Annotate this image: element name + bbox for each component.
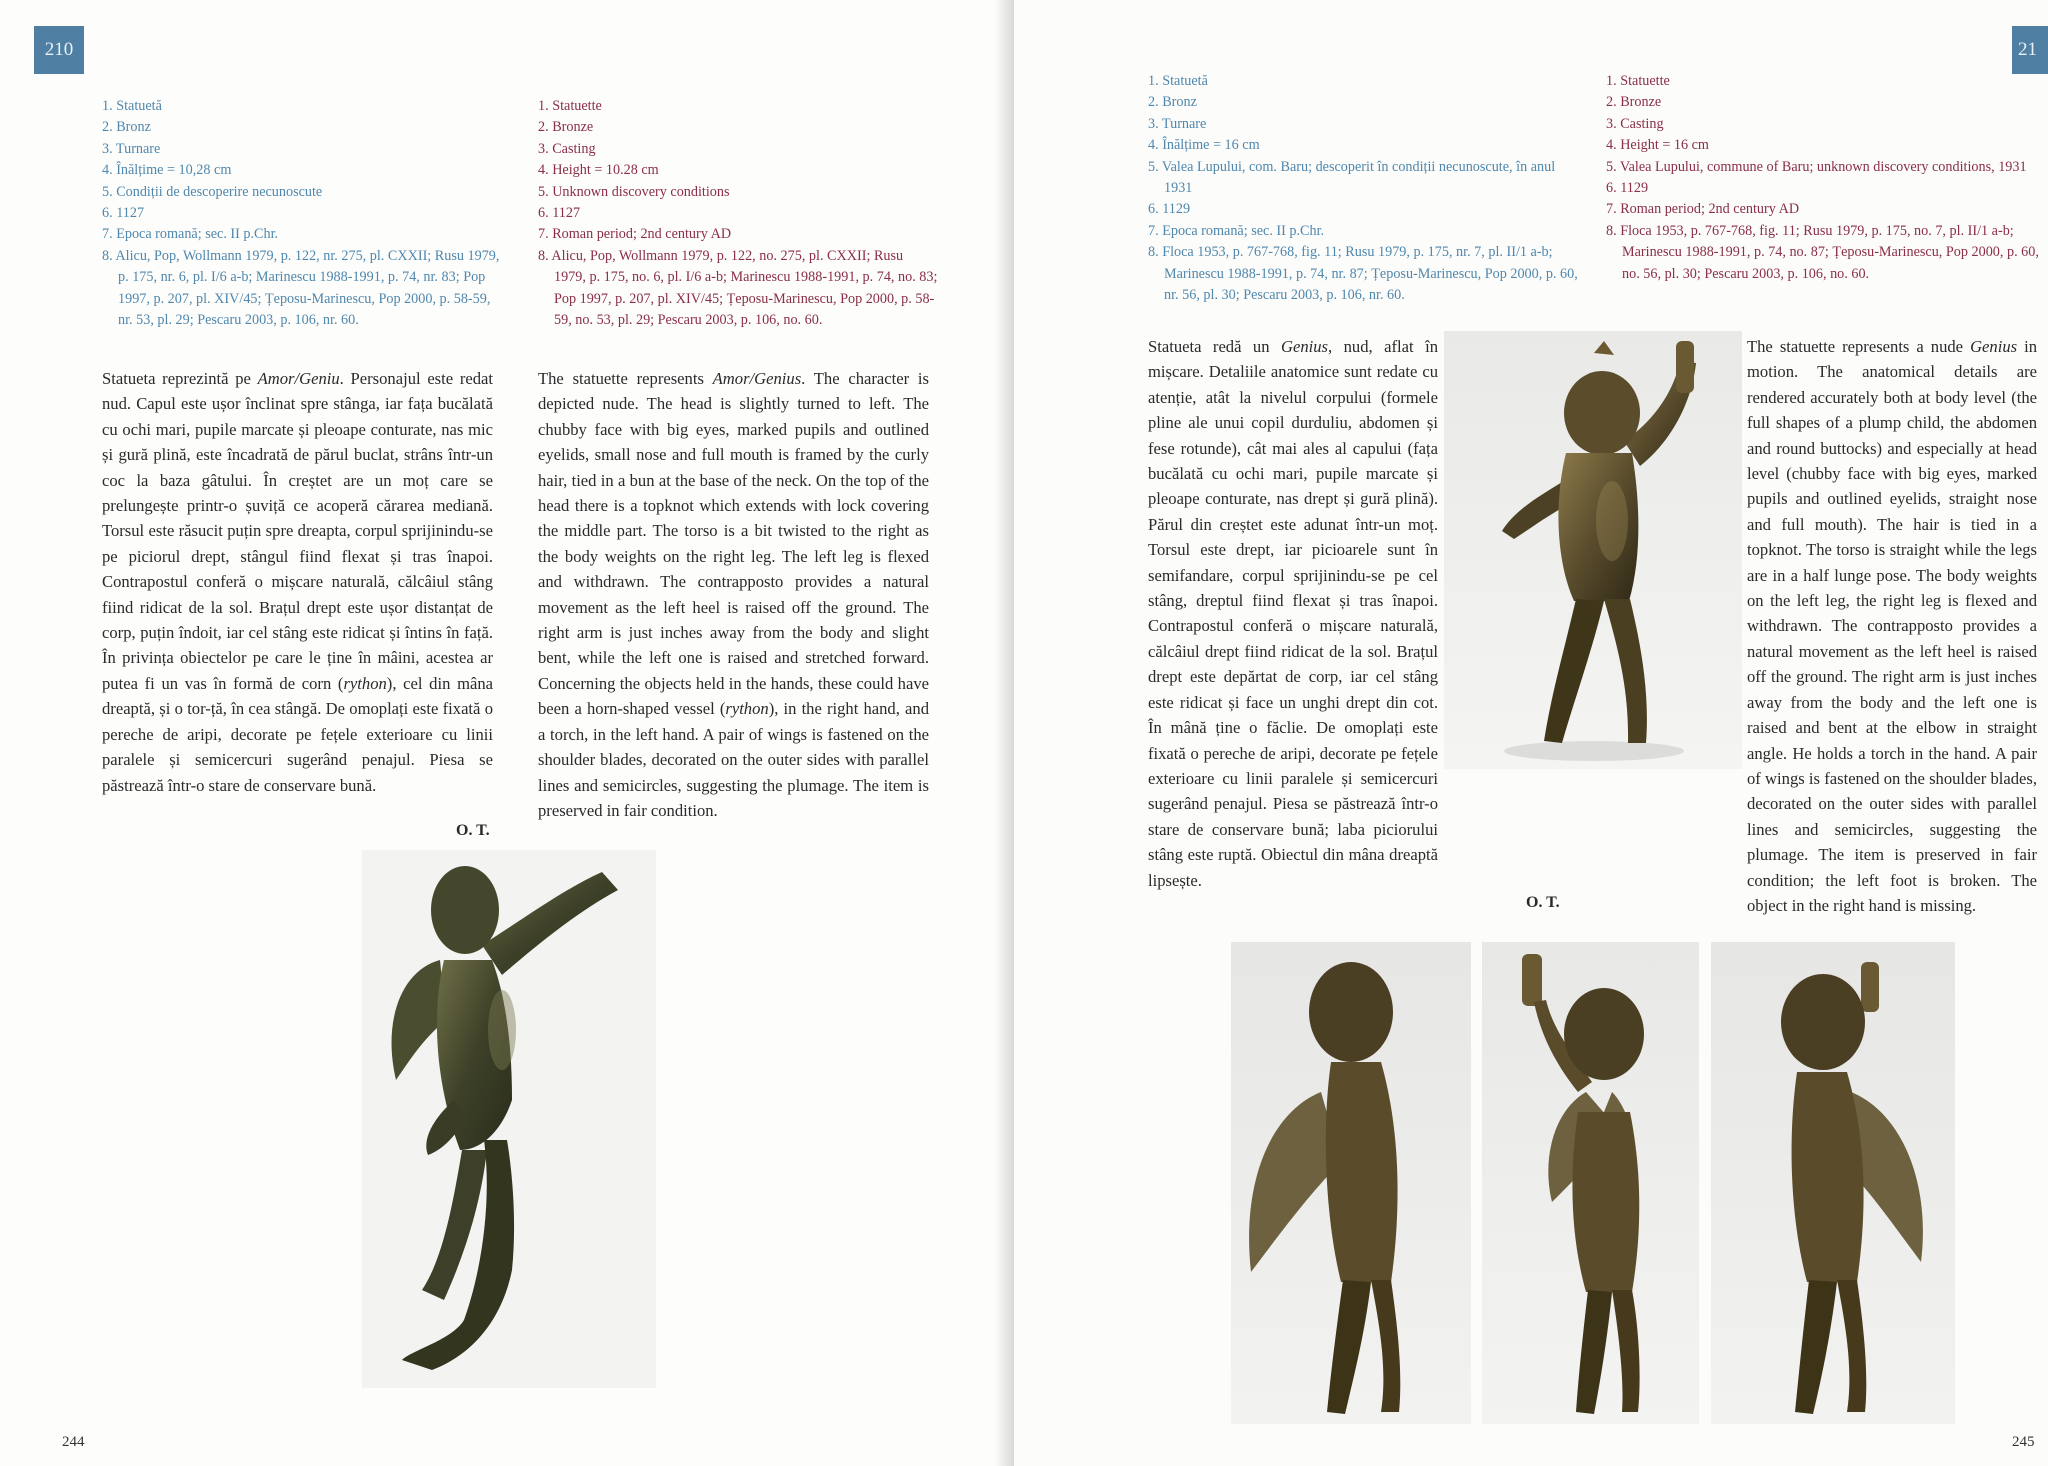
meta-item: 7. Roman period; 2nd century AD — [538, 226, 732, 243]
statuette-photo-1129-left-view — [1231, 942, 1471, 1424]
meta-item: 6. 1129 — [1606, 180, 1649, 197]
meta-item: 7. Epoca romană; sec. II p.Chr. — [1148, 222, 1325, 239]
meta-item: 6. 1127 — [538, 205, 581, 222]
meta-item: 4. Înălțime = 10,28 cm — [102, 162, 232, 179]
left-meta-en — [538, 96, 938, 331]
right-page — [1014, 0, 2048, 1466]
statuette-photo-1129-front — [1444, 331, 1742, 769]
meta-item: 8. Floca 1953, p. 767-768, fig. 11; Rusu 1979, p. 175, no. 7, pl. II/1 a-b; Marinescu 1988-1991, p. 74, no. 87; Țeposu-Marinescu, Pop 2000, p. 60, no. 56, pl. 30; Pescaru 2003, p. 106, no. 60. — [1606, 222, 2039, 282]
page-tab-right: 21 — [2012, 26, 2048, 74]
meta-item: 3. Turnare — [102, 140, 161, 157]
meta-item: 1. Statuetă — [1148, 73, 1208, 89]
meta-item: 2. Bronz — [102, 119, 151, 136]
meta-item: 1. Statuette — [1606, 73, 1670, 89]
meta-item: 6. 1129 — [1148, 201, 1191, 218]
meta-item: 3. Casting — [1606, 115, 1664, 132]
meta-item: 1. Statuette — [538, 98, 602, 114]
right-text-ro: Statueta redă un Genius, nud, aflat în mișcare. Detaliile anatomice sunt redate cu atenție, atât la nivelul corpului (formele pline ale unui copil durduliu, abdomen și fese rotunde), cât mai ales al capului (fața bucălată cu ochi mari, pupile marcate și pleoape conturate, nas drept și gură plină). Părul din creștet este adunat într-un moț. Torsul este drept, iar picioarele sunt în semifandare, corpul sprijinindu-se pe cel stâng, dreptul fiind flexat și tras înapoi. Contrapostul conferă o mișcare naturală, călcâiul drept fiind ridicat de la sol. Brațul drept este depărtat de corp, iar cel stâng este ridicat și face un unghi drept din cot. În mână ține o făclie. De omoplați este fixată o pereche de aripi, decorate pe fețele exterioare cu linii paralele și semicercuri sugerând penajul. Piesa se păstrează într-o stare de conservare bună; laba piciorului stâng este ruptă. Obiectul din mâna dreaptă lipsește. — [1148, 337, 1438, 890]
meta-item: 4. Înălțime = 16 cm — [1148, 137, 1260, 154]
right-meta-ro — [1148, 71, 1586, 306]
meta-item: 1. Statuetă — [102, 98, 162, 114]
author-signature: O. T. — [456, 822, 490, 839]
left-text-en: The statuette represents Amor/Genius. The character is depicted nude. The head is slightly turned to left. The chubby face with big eyes, marked pupils and outlined eyelids, small nose and full mouth is framed by the curly hair, tied in a bun at the base of the neck. On the top of the head there is a topknot which extends with lock covering the middle part. The torso is a bit twisted to the right as the body weights on the right leg. The left leg is flexed and withdrawn. The contrapposto provides a natural movement as the left heel is raised off the ground. The right arm is just inches away from the body and slight bent, while the left one is raised and stretched forward. Concerning the objects held in the hands, these could have been a horn-shaped vessel (rython), in the right hand, and a torch, in the left hand. A pair of wings is fastened on the shoulder blades, decorated on the outer sides with parallel lines and semicircles, suggesting the plumage. The item is preserved in fair condition. — [538, 369, 929, 820]
page-number-right: 245 — [2012, 1434, 2035, 1450]
meta-item: 3. Turnare — [1148, 115, 1207, 132]
left-page — [0, 0, 1014, 1466]
meta-item: 3. Casting — [538, 140, 596, 157]
meta-item: 7. Roman period; 2nd century AD — [1606, 201, 1800, 218]
meta-item: 5. Valea Lupului, commune of Baru; unknown discovery conditions, 1931 — [1606, 158, 2027, 175]
meta-item: 4. Height = 10.28 cm — [538, 162, 659, 179]
meta-item: 5. Unknown discovery conditions — [538, 183, 730, 200]
right-text-en: The statuette represents a nude Genius in motion. The anatomical details are rendered accurately both at body level (the full shapes of a plump child, the abdomen and round buttocks) and especially at head level (chubby face with big eyes, marked pupils and outlined eyelids, straight nose and full mouth). The hair is tied in a topknot. The torso is straight while the legs are in a half lunge pose. The body weights on the left leg, the right leg is flexed and withdrawn. The contrapposto provides a natural movement as the left heel is raised off the ground. The right arm is just inches away from the body and the left one is raised and bent at the elbow in straight angle. He holds a torch in the hand. A pair of wings is fastened on the shoulder blades, decorated on the outer sides with parallel lines and semicircles, suggesting the plumage. The item is preserved in fair condition; the left foot is broken. The object in the right hand is missing. — [1747, 337, 2038, 915]
statuette-photo-1127 — [362, 850, 656, 1388]
left-meta-ro — [102, 96, 502, 331]
author-signature: O. T. — [1526, 894, 1560, 911]
right-meta-en — [1606, 71, 2042, 285]
meta-item: 2. Bronze — [538, 119, 594, 136]
meta-item: 7. Epoca romană; sec. II p.Chr. — [102, 226, 279, 243]
meta-item: 8. Floca 1953, p. 767-768, fig. 11; Rusu 1979, p. 175, nr. 7, pl. II/1 a-b; Marinescu 1988-1991, p. 74, nr. 87; Țeposu-Marinescu, Pop 2000, p. 60, nr. 56, pl. 30; Pescaru 2003, p. 106, nr. 60. — [1148, 244, 1578, 304]
meta-item: 4. Height = 16 cm — [1606, 137, 1709, 154]
meta-item: 8. Alicu, Pop, Wollmann 1979, p. 122, no. 275, pl. CXXII; Rusu 1979, p. 175, no. 6, pl. I/6 a-b; Marinescu 1988-1991, p. 74, no. 83; Pop 1997, p. 207, pl. XIV/45; Țeposu-Marinescu, Pop 2000, p. 58-59, no. 53, pl. 29; Pescaru 2003, p. 106, no. 60. — [538, 247, 938, 329]
meta-item: 6. 1127 — [102, 205, 145, 222]
statuette-photo-1129-right-view — [1711, 942, 1955, 1424]
meta-item: 5. Condiții de descoperire necunoscute — [102, 183, 323, 200]
page-tab-left: 210 — [34, 26, 84, 74]
meta-item: 5. Valea Lupului, com. Baru; descoperit în condiții necunoscute, în anul 1931 — [1148, 158, 1556, 197]
meta-item: 8. Alicu, Pop, Wollmann 1979, p. 122, nr. 275, pl. CXXII; Rusu 1979, p. 175, nr. 6, pl. I/6 a-b; Marinescu 1988-1991, p. 74, nr. 83; Pop 1997, p. 207, pl. XIV/45; Țeposu-Marinescu, Pop 2000, p. 58-59, nr. 53, pl. 29; Pescaru 2003, p. 106, nr. 60. — [102, 247, 500, 329]
meta-item: 2. Bronz — [1148, 94, 1197, 111]
left-text-ro: Statueta reprezintă pe Amor/Geniu. Personajul este redat nud. Capul este ușor înclinat spre stânga, iar fața bucălată cu ochi mari, pupile marcate și pleoape conturate, nas mic și gură plină, este încadrată de părul buclat, strâns într-un coc la baza gâtului. În creștet are un moț care se prelungește printr-o șuviță ce acoperă cărarea mediană. Torsul este răsucit puțin spre dreapta, corpul sprijinindu-se pe piciorul drept, stângul fiind flexat și tras înapoi. Contrapostul conferă o mișcare naturală, călcâiul stâng fiind ridicat de la sol. Brațul drept este ușor distanțat de corp, puțin îndoit, iar cel stâng este ridicat și întins în față. În privința obiectelor pe care le ține în mâini, acestea ar putea fi un vas în formă de corn (rython), cel din mâna dreaptă, și o tor-ță, în cea stângă. De omoplați este fixată o pereche de aripi, decorate pe fețele exterioare cu linii paralele și semicercuri sugerând penajul. Piesa se păstrează într-o stare de conservare bună. — [102, 369, 494, 795]
page-number-left: 244 — [62, 1434, 85, 1450]
statuette-photo-1129-back-view — [1482, 942, 1699, 1424]
meta-item: 2. Bronze — [1606, 94, 1662, 111]
